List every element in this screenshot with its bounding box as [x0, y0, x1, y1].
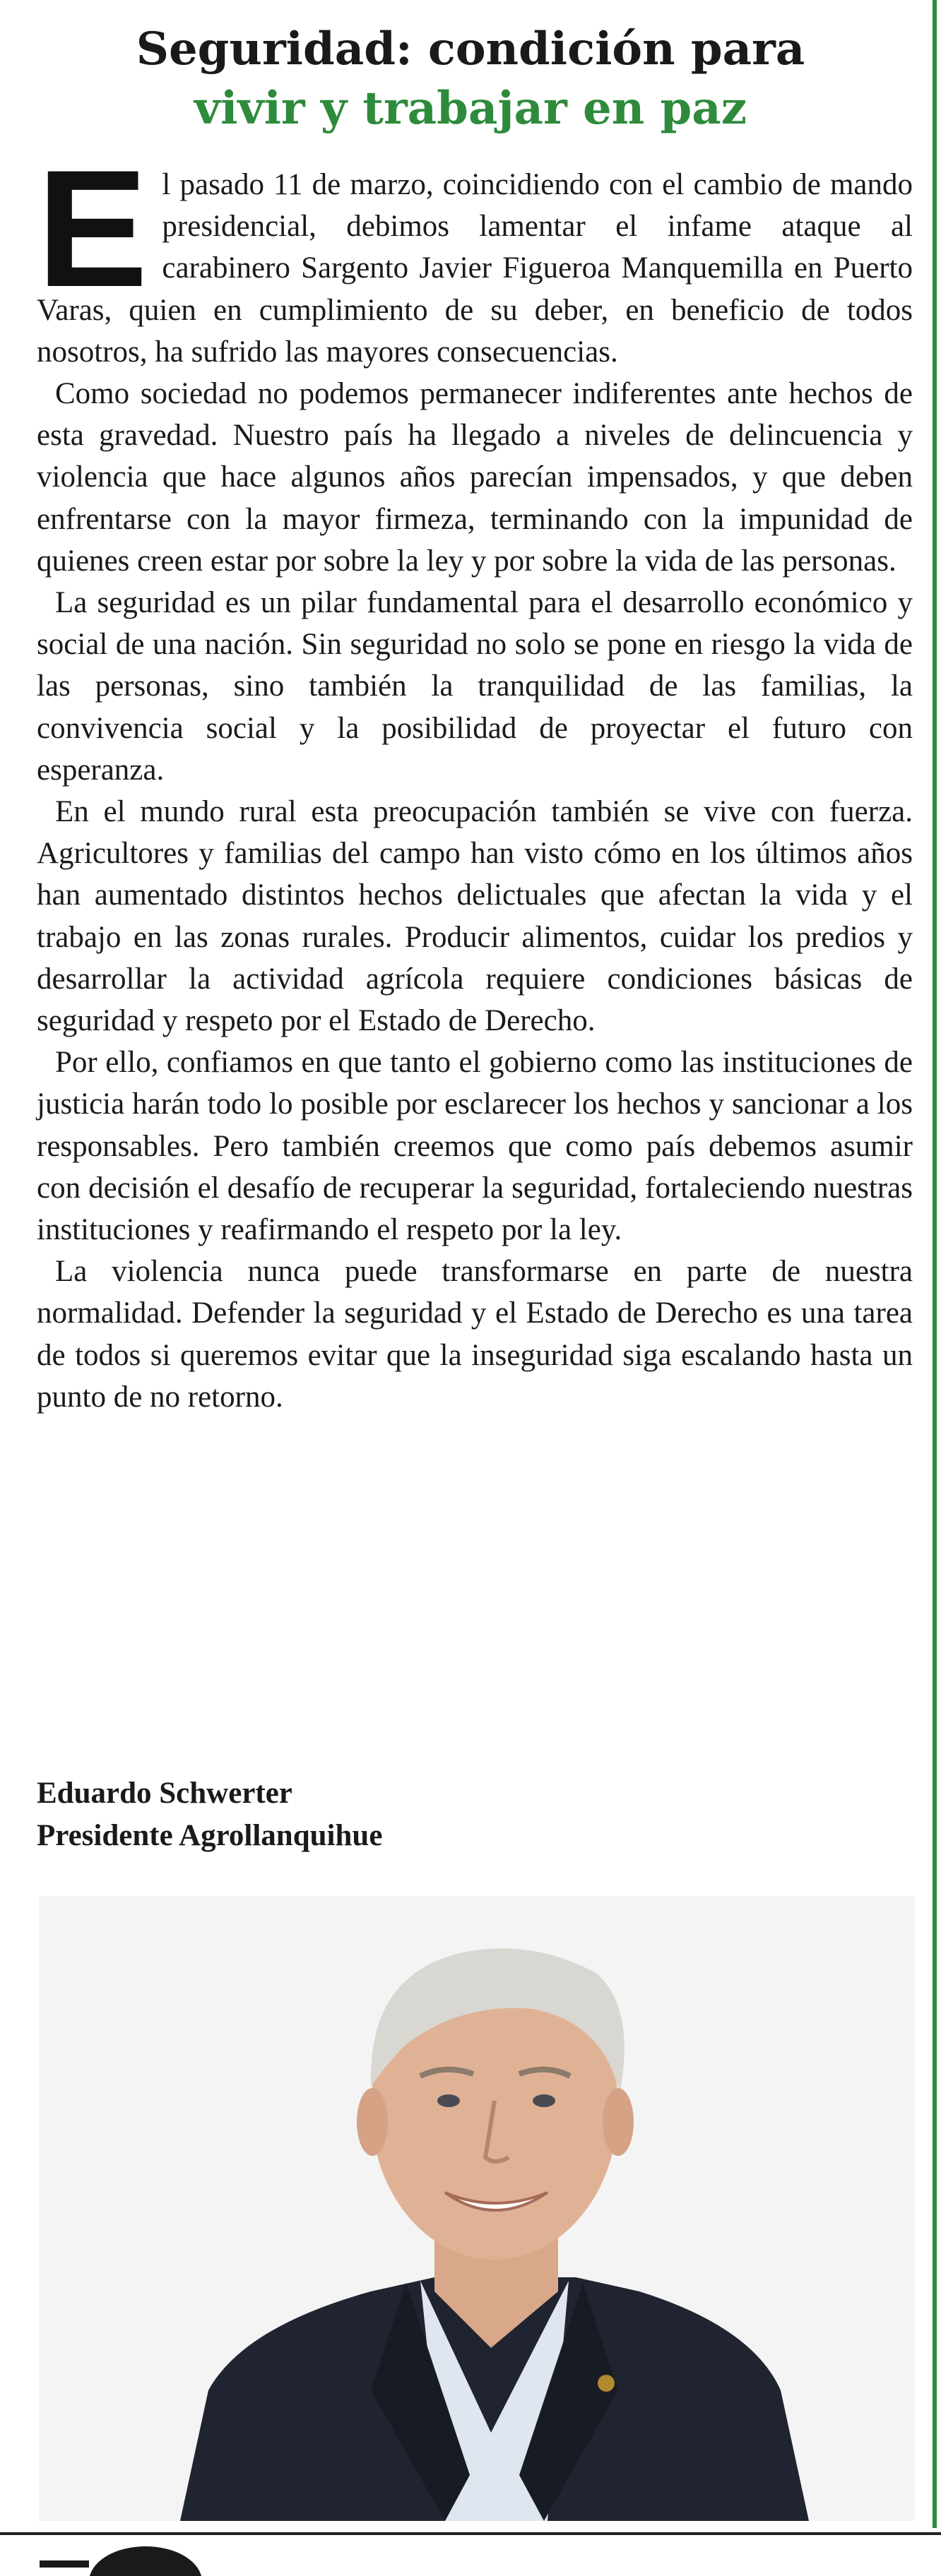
paragraph-text: l pasado 11 de marzo, coincidiendo con el cambio de mando presidencial, debimos lamentar el infame ataque al carabinero Sargento Javier Figueroa Manquemilla en Puerto Varas, quien en cumplimiento de su deber, en beneficio de todos nosotros, ha sufrido las mayores consecuencias. — [37, 168, 913, 369]
article-paragraph-1 — [37, 136, 913, 373]
article-paragraph-4: En el mundo rural esta preocupación también se vive con fuerza. Agricultores y familias del campo han visto cómo en los últimos años han aumentado distintos hechos delictuales que afectan la vida y el trabajo en las zonas rurales. Producir alimentos, cuidar los predios y desarrollar la actividad agrícola requiere condiciones básicas de seguridad y respeto por el Estado de Derecho. — [37, 795, 913, 1038]
article-paragraph-5: Por ello, confiamos en que tanto el gobierno como las instituciones de justicia harán todo lo posible por esclarecer los hechos y sancionar a los responsables. Pero también creemos que como país debemos asumir con decisión el desafío de recuperar la seguridad, fortaleciendo nuestras instituciones y reafirmando el respeto por la ley. — [37, 1046, 913, 1247]
accent-column-rule — [933, 0, 937, 2528]
signature-block — [37, 1772, 382, 1857]
headline-line-2: vivir y trabajar en paz — [194, 82, 747, 135]
page-bottom-rule — [0, 2532, 941, 2535]
article-paragraph-6: La violencia nunca puede transformarse en parte de nuestra normalidad. Defender la seguridad y el Estado de Derecho es una tarea de todos si queremos evitar que la inseguridad siga escalando hasta un punto de no retorno. — [37, 1255, 913, 1414]
drop-cap: E — [37, 136, 148, 322]
portrait-illustration — [39, 1896, 915, 2521]
author-title: Presidente Agrollanquihue — [37, 1819, 383, 1852]
author-name: Eduardo Schwerter — [37, 1777, 292, 1810]
article-body — [37, 136, 913, 1418]
article-paragraph-2: Como sociedad no podemos permanecer indiferentes ante hechos de esta gravedad. Nuestro país ha llegado a niveles de delincuencia y violencia que hace algunos años parecían impensados, y que deben enfrentarse con la mayor firmeza, terminando con la impunidad de quienes creen estar por sobre la ley y por sobre la vida de las personas. — [37, 377, 913, 578]
next-section-decorative-mark — [40, 2539, 223, 2576]
author-portrait-photo — [39, 1896, 915, 2521]
article-paragraph-3: La seguridad es un pilar fundamental para el desarrollo económico y social de una nación. Sin seguridad no solo se pone en riesgo la vida de las personas, sino también la tranquilidad de las familias, la convivencia social y la posibilidad de proyectar el futuro con esperanza. — [37, 586, 913, 787]
headline-line-1: Seguridad: condición para — [136, 23, 805, 76]
